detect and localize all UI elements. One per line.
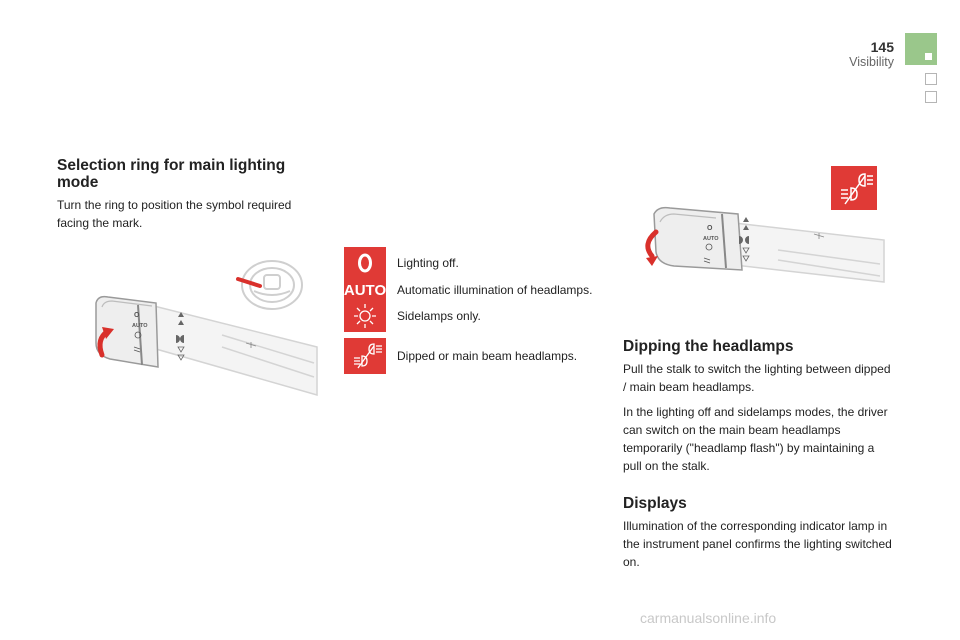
stalk-pull-illustration <box>618 200 888 290</box>
dipping-text-1: Pull the stalk to switch the lighting between dipped / main beam headlamps. <box>623 362 891 394</box>
section-heading-dipping: Dipping the headlamps <box>623 338 794 355</box>
lighting-off-icon <box>344 247 386 279</box>
displays-text: Illumination of the corresponding indicator lamp in the instrument panel confirms the lighting switched on. <box>623 519 892 569</box>
ring-symbol-auto: AUTO <box>132 323 148 329</box>
watermark: carmanualsonline.info <box>640 610 777 626</box>
svg-text:AUTO: AUTO <box>344 282 386 299</box>
dipping-text-2: In the lighting off and sidelamps modes, the driver can switch on the main beam headlamps temporarily ("headlamp flash") by maintaining a pull on the stalk. <box>623 405 888 473</box>
tab-marker <box>925 53 932 60</box>
pull-arrow-icon <box>648 232 656 256</box>
section-title: Visibility <box>849 55 894 69</box>
stalk-body <box>142 303 317 395</box>
section-tab[interactable] <box>925 91 937 103</box>
stalk-ring <box>654 208 742 270</box>
lighting-stalk-illustration <box>82 255 322 400</box>
selection-intro-text: Turn the ring to position the symbol required facing the mark. <box>57 198 292 230</box>
svg-text:AUTO: AUTO <box>703 236 719 242</box>
mode-label-sidelamps: Sidelamps only. <box>397 309 481 323</box>
ring-symbol-off: O <box>134 312 140 319</box>
section-tab-active[interactable] <box>905 33 937 65</box>
section-heading-selection-ring: Selection ring for main lighting mode <box>57 157 286 191</box>
auto-icon <box>344 276 386 302</box>
section-heading-displays: Displays <box>623 495 687 512</box>
mode-label-off: Lighting off. <box>397 256 459 270</box>
mode-label-auto: Automatic illumination of headlamps. <box>397 283 593 297</box>
svg-text:O: O <box>707 225 713 232</box>
dipped-main-beam-icon <box>344 338 386 374</box>
section-tab[interactable] <box>925 73 937 85</box>
sidelamps-icon <box>344 300 386 332</box>
page-number: 145 <box>870 39 894 55</box>
arrow-head-icon <box>646 256 658 266</box>
mode-label-dipped-main: Dipped or main beam headlamps. <box>397 349 578 363</box>
